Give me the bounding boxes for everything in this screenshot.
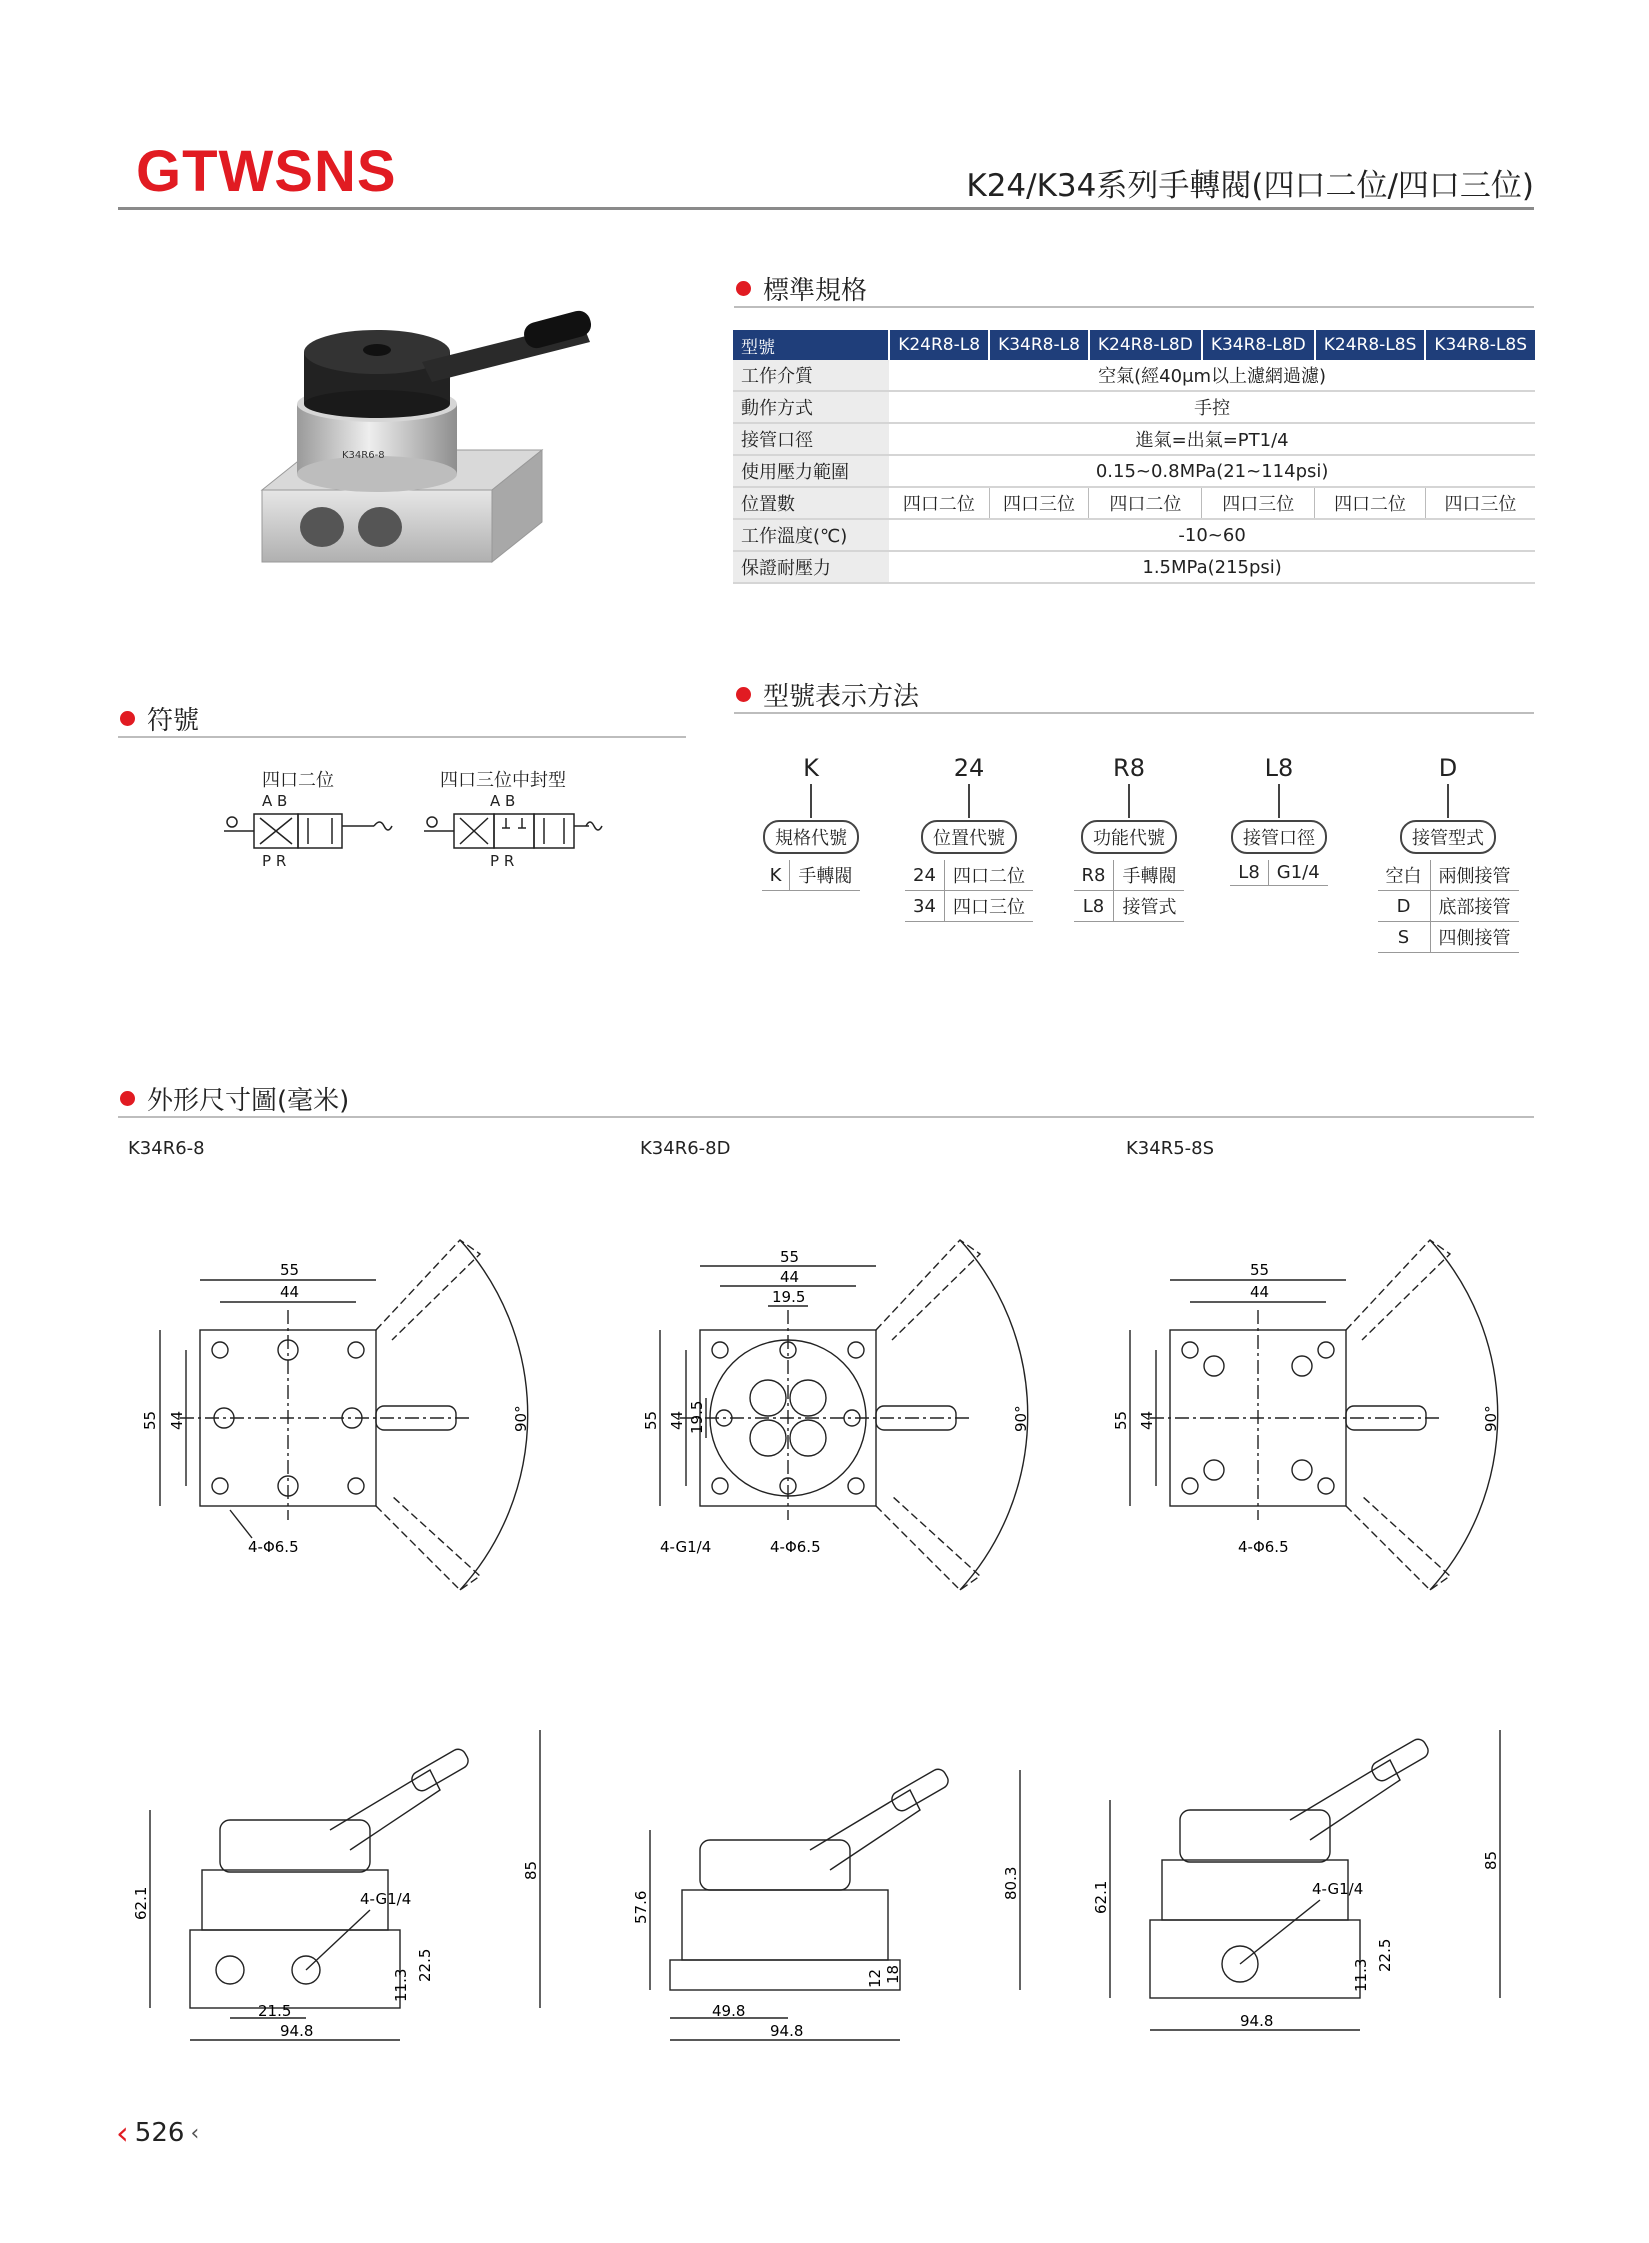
dim-hole: 4-Φ6.5 [770,1538,821,1556]
spec-row-value: 進氣=出氣=PT1/4 [889,423,1535,455]
side-view-drawing [630,1720,1050,2060]
dim-h55: 55 [141,1410,159,1430]
dimension-section-heading [120,1080,349,1117]
code-pill: 位置代號 [921,820,1017,854]
chevron-left-small-icon: ‹ [190,2120,200,2146]
code-option-desc: 手轉閥 [790,860,861,891]
spec-row-value: 空氣(經40μm以上濾網過濾) [889,360,1535,391]
spec-header-label: 型號 [733,330,889,360]
code-option-code: S [1378,922,1431,953]
spec-row-value: 1.5MPa(215psi) [889,551,1535,583]
top-view-drawing [140,1220,540,1590]
code-options [1378,860,1519,953]
bullet-dot [736,281,751,296]
dim-h55: 55 [1112,1410,1130,1430]
spec-row [733,455,1535,487]
code-column-spec [752,754,870,891]
spec-row [733,551,1535,583]
figure-label: K34R6-8 [128,1138,205,1159]
dim-port: 4-G1/4 [360,1890,412,1908]
code-option-code: L8 [1074,891,1114,922]
dim-w55: 55 [1250,1261,1270,1279]
dim-h44: 44 [1138,1410,1156,1430]
dim-h2: 18 [884,1964,902,1984]
symbol-3pos-top-ports: A B [490,792,516,810]
side-view-drawing [130,1720,550,2060]
spec-row-label: 工作溫度(℃) [733,519,889,551]
dim-total-height: 80.3 [1002,1866,1020,1900]
code-connector [1128,784,1130,818]
symbol-2pos-bottom-ports: P R [262,852,287,870]
code-option-desc: G1/4 [1268,860,1327,886]
model-code-section-rule [734,712,1534,714]
code-option-row [1378,922,1519,953]
code-column-connection-type [1374,754,1522,953]
spec-row [733,423,1535,455]
dimension-section-rule [118,1116,1534,1118]
dim-angle: 90° [512,1405,530,1432]
dim-h55: 55 [642,1410,660,1430]
dim-w1: 21.5 [258,2002,292,2020]
code-pill: 接管口徑 [1231,820,1327,854]
code-option-row [1230,860,1327,886]
svg-text:K34R6-8: K34R6-8 [342,450,385,461]
brand-logo: GTWSNS [136,139,397,204]
model-code-section-title: 型號表示方法 [763,682,920,712]
dim-total-width: 94.8 [280,2022,314,2040]
dimension-section-title: 外形尺寸圖(毫米) [147,1086,350,1116]
symbol-3pos-bottom-ports: P R [490,852,515,870]
dim-total-width: 94.8 [770,2022,804,2040]
spec-section-rule [734,306,1534,308]
dim-body-height: 62.1 [132,1886,150,1920]
code-option-code: 34 [905,891,944,922]
spec-row-label: 動作方式 [733,391,889,423]
spec-row-label: 工作介質 [733,360,889,391]
code-column-port-size [1218,754,1340,886]
code-option-code: L8 [1230,860,1268,886]
spec-section-heading [736,270,867,307]
code-connector [810,784,812,818]
code-option-desc: 四口二位 [944,860,1033,891]
symbol-2pos-label: 四口二位 [262,770,334,791]
dim-h1: 11.3 [392,1968,410,2002]
position-cell: 四口三位 [1425,487,1535,519]
page-number-text: 526 [134,2118,185,2148]
position-cell: 四口二位 [1315,487,1426,519]
symbol-2pos-top-ports: A B [262,792,288,810]
spec-position-row [733,487,1535,519]
dim-h44: 44 [168,1410,186,1430]
dim-total-height: 85 [1482,1850,1500,1870]
code-column-function [1066,754,1192,922]
spec-row-value: 0.15~0.8MPa(21~114psi) [889,455,1535,487]
spec-row [733,519,1535,551]
code-options [1074,860,1185,922]
spec-row-label: 保證耐壓力 [733,551,889,583]
symbol-3pos-label: 四口三位中封型 [440,770,566,791]
dim-h44: 44 [668,1410,686,1430]
code-option-row [762,860,861,891]
code-option-desc: 手轉閥 [1114,860,1185,891]
code-option-row [905,891,1033,922]
dim-angle: 90° [1482,1405,1500,1432]
spec-row-value: 手控 [889,391,1535,423]
code-option-desc: 兩側接管 [1430,860,1519,891]
dim-w1: 49.8 [712,2002,746,2020]
position-cell: 四口三位 [1202,487,1315,519]
spec-row-label: 接管口徑 [733,423,889,455]
dim-angle: 90° [1012,1405,1030,1432]
code-options [762,860,861,891]
spec-row [733,391,1535,423]
spec-row-label: 位置數 [733,487,889,519]
position-cell: 四口二位 [889,487,989,519]
dim-w55: 55 [280,1261,300,1279]
dim-w44: 44 [1250,1283,1270,1301]
code-pill: 功能代號 [1081,820,1177,854]
code-option-row [1378,860,1519,891]
dim-w55: 55 [780,1248,800,1266]
code-options [905,860,1033,922]
code-options [1230,860,1327,886]
symbol-section-rule [118,736,686,738]
dim-h2: 22.5 [416,1948,434,1982]
code-option-code: 空白 [1378,860,1431,891]
figure-label: K34R6-8D [640,1138,731,1159]
code-letter: K [803,754,819,782]
model-cell: K24R8-L8D [1089,330,1202,360]
code-letter: 24 [953,754,985,782]
spec-row-label: 使用壓力範圍 [733,455,889,487]
spec-section-title: 標準規格 [763,276,868,306]
code-column-position [904,754,1034,922]
code-letter: D [1438,754,1458,782]
code-option-code: D [1378,891,1431,922]
code-option-code: 24 [905,860,944,891]
product-photo [252,312,598,580]
top-view-drawing [1100,1220,1520,1590]
spec-row-value: -10~60 [889,519,1535,551]
valve-symbol-2pos [224,808,394,854]
bullet-dot [736,687,751,702]
code-option-code: K [762,860,790,891]
symbol-section-heading [120,700,199,737]
dim-body-height: 57.6 [632,1890,650,1924]
code-letter: R8 [1113,754,1145,782]
code-option-desc: 接管式 [1114,891,1185,922]
dim-w19: 19.5 [772,1288,806,1306]
dim-w44: 44 [280,1283,300,1301]
chevron-left-icon: ‹ [116,2114,129,2152]
top-view-drawing [620,1220,1040,1590]
code-connector [1447,784,1449,818]
model-cell: K34R8-L8S [1425,330,1535,360]
code-pill: 接管型式 [1400,820,1496,854]
bullet-dot [120,711,135,726]
dim-body-height: 62.1 [1092,1880,1110,1914]
code-connector [1278,784,1280,818]
page-number [116,2114,199,2152]
dim-hole: 4-Φ6.5 [1238,1538,1289,1556]
dim-hole: 4-Φ6.5 [248,1538,299,1556]
model-cell: K24R8-L8 [889,330,989,360]
code-option-desc: 四側接管 [1430,922,1519,953]
header-divider [118,207,1534,210]
dim-port: 4-G1/4 [660,1538,712,1556]
code-pill: 規格代號 [763,820,859,854]
code-option-code: R8 [1074,860,1114,891]
model-cell: K34R8-L8 [989,330,1089,360]
valve-symbol-3pos [424,808,604,854]
code-letter: L8 [1264,754,1294,782]
code-option-row [1378,891,1519,922]
side-view-drawing [1092,1720,1520,2060]
code-option-row [905,860,1033,891]
position-cell: 四口二位 [1089,487,1202,519]
dim-h1: 12 [866,1968,884,1988]
dim-total-height: 85 [522,1860,540,1880]
dim-h19: 19.5 [688,1400,706,1434]
figure-label: K34R5-8S [1126,1138,1215,1159]
position-cell: 四口三位 [989,487,1089,519]
bullet-dot [120,1091,135,1106]
page-title: K24/K34系列手轉閥(四口二位/四口三位) [966,168,1534,204]
spec-table [733,330,1535,584]
model-cell: K24R8-L8S [1315,330,1426,360]
spec-row [733,360,1535,391]
model-cell: K34R8-L8D [1202,330,1315,360]
dim-w44: 44 [780,1268,800,1286]
code-option-row [1074,891,1185,922]
model-code-section-heading [736,676,919,713]
symbol-section-title: 符號 [147,706,200,736]
dim-port: 4-G1/4 [1312,1880,1364,1898]
code-option-desc: 底部接管 [1430,891,1519,922]
spec-header-row [733,330,1535,360]
dim-h1: 11.3 [1352,1958,1370,1992]
dim-total-width: 94.8 [1240,2012,1274,2030]
code-option-desc: 四口三位 [944,891,1033,922]
code-connector [968,784,970,818]
code-option-row [1074,860,1185,891]
dim-h2: 22.5 [1376,1938,1394,1972]
